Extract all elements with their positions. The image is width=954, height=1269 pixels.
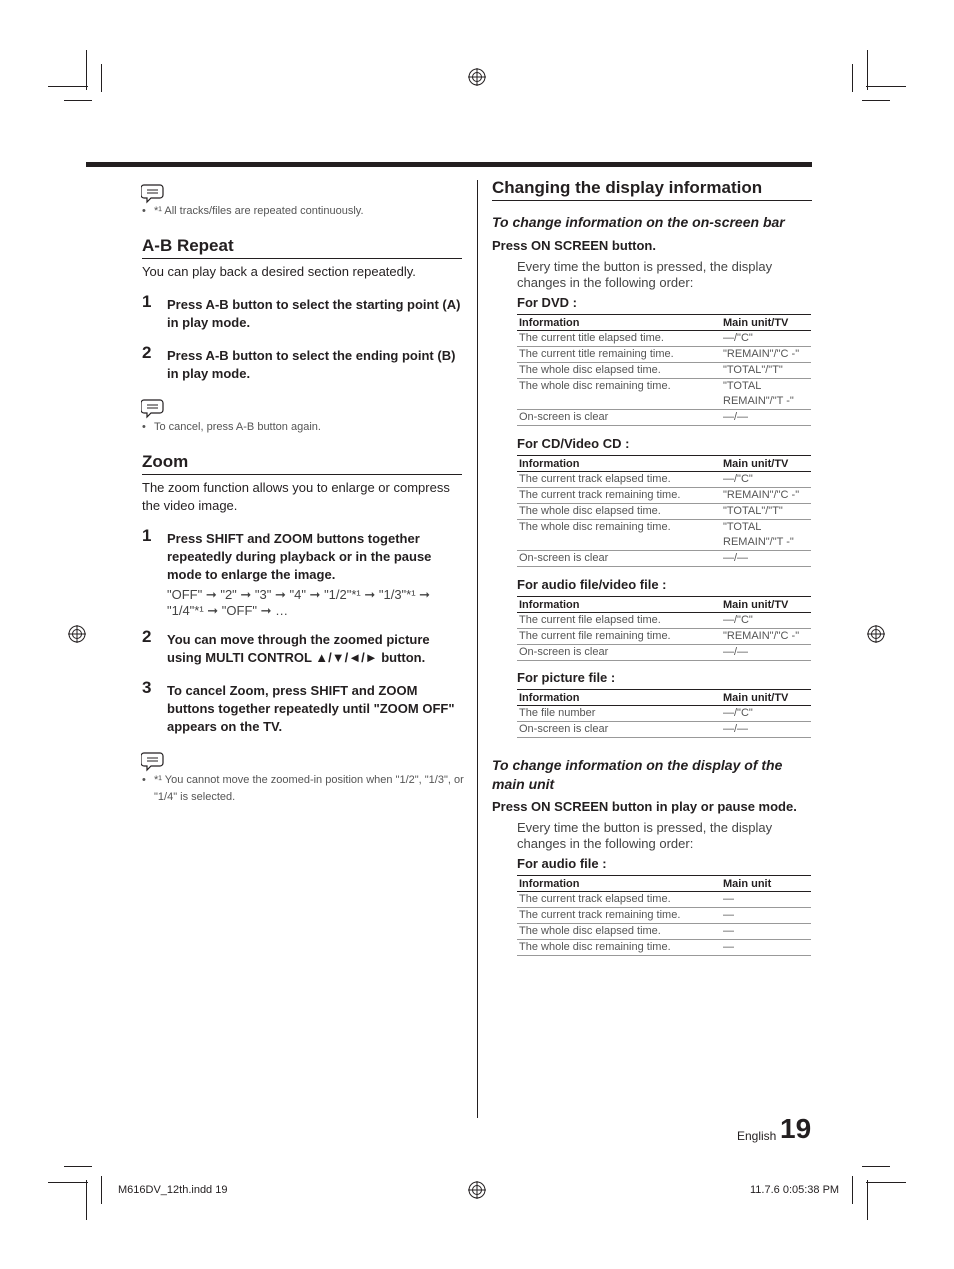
crop-mark <box>852 1176 853 1204</box>
onscreen-desc: Every time the button is pressed, the display changes in the following order: <box>517 259 773 290</box>
table-cell: The whole disc elapsed time. <box>517 363 721 379</box>
table-row <box>517 551 811 567</box>
header-rule <box>86 162 812 167</box>
table-cell: The current file elapsed time. <box>517 613 721 629</box>
file-name: M616DV_12th.indd 19 <box>118 1184 228 1196</box>
display-info-title: Changing the display information <box>492 178 812 201</box>
dvd-label: For DVD : <box>517 295 577 310</box>
table-cell: The whole disc elapsed time. <box>517 504 721 520</box>
table-cell: "REMAIN"/"C -" <box>721 488 811 504</box>
mainunit-heading: To change information on the display of the main unit <box>492 757 783 792</box>
crop-mark <box>86 50 87 90</box>
picture-label: For picture file : <box>517 670 616 685</box>
crop-mark <box>867 50 868 90</box>
crop-mark <box>867 1180 868 1220</box>
column-divider <box>477 180 478 1118</box>
ab-repeat-title: A-B Repeat <box>142 236 462 259</box>
table-cell: "TOTAL"/"T" <box>721 504 811 520</box>
crop-mark <box>64 100 92 101</box>
table-row <box>517 488 811 504</box>
table-cell: On-screen is clear <box>517 410 721 426</box>
onscreen-heading: To change information on the on-screen bar <box>492 214 785 230</box>
page-number: 19 <box>780 1113 812 1144</box>
table-cell: On-screen is clear <box>517 645 721 661</box>
table-header-row <box>517 456 811 472</box>
note-zoom: • *¹ You cannot move the zoomed-in position when "1/2", "1/3", or "1/4" is selected. <box>142 774 464 803</box>
dvd-table <box>517 314 811 426</box>
table-cell: The whole disc elapsed time. <box>517 924 721 940</box>
crop-mark <box>48 1182 88 1183</box>
table-row <box>517 504 811 520</box>
table-row <box>517 331 811 347</box>
table-row <box>517 924 811 940</box>
table-cell: The current title elapsed time. <box>517 331 721 347</box>
crop-mark <box>866 86 906 87</box>
table-row <box>517 363 811 379</box>
zoom-sequence: "OFF" ➞ "2" ➞ "3" ➞ "4" ➞ "1/2"*¹ ➞ "1/3"*¹ ➞ "1/4"*¹ ➞ "OFF" ➞ … <box>167 587 431 618</box>
audio-video-table <box>517 596 811 661</box>
table-cell: —/"C" <box>721 331 811 347</box>
table-cell: The current track elapsed time. <box>517 892 721 908</box>
table-cell: "TOTAL REMAIN"/"T -" <box>721 379 811 410</box>
step-number: 1 <box>142 292 152 311</box>
table-cell: The whole disc remaining time. <box>517 379 721 410</box>
step-text: Press A-B button to select the ending point (B) in play mode. <box>167 348 456 381</box>
crop-mark <box>64 1166 92 1167</box>
onscreen-instruction: Press ON SCREEN button. <box>492 238 656 253</box>
step-number: 1 <box>142 526 152 545</box>
table-cell: —/— <box>721 410 811 426</box>
col-main-tv: Main unit/TV <box>721 690 811 706</box>
table-cell: The file number <box>517 706 721 722</box>
table-row <box>517 629 811 645</box>
table-cell: — <box>721 908 811 924</box>
table-cell: —/"C" <box>721 472 811 488</box>
registration-mark-icon <box>867 625 885 643</box>
step-number: 3 <box>142 678 152 697</box>
crop-mark <box>86 1180 87 1220</box>
table-cell: On-screen is clear <box>517 722 721 738</box>
note-ab-cancel: • To cancel, press A-B button again. <box>142 421 321 433</box>
table-cell: The whole disc remaining time. <box>517 520 721 551</box>
col-main-tv: Main unit/TV <box>721 456 811 472</box>
table-cell: On-screen is clear <box>517 551 721 567</box>
table-cell: — <box>721 940 811 956</box>
note-repeat: • *¹ All tracks/files are repeated continuously. <box>142 205 364 217</box>
registration-mark-icon <box>468 68 486 86</box>
table-header-row <box>517 876 811 892</box>
crop-mark <box>862 100 890 101</box>
step-text: Press A-B button to select the starting point (A) in play mode. <box>167 297 461 330</box>
table-cell: —/— <box>721 551 811 567</box>
note-icon <box>141 750 165 772</box>
crop-mark <box>101 1176 102 1204</box>
table-row <box>517 472 811 488</box>
ab-repeat-intro: You can play back a desired section repeatedly. <box>142 264 416 279</box>
crop-mark <box>862 1166 890 1167</box>
crop-mark <box>852 64 853 92</box>
picture-table <box>517 689 811 738</box>
step-number: 2 <box>142 627 152 646</box>
col-information: Information <box>517 876 721 892</box>
language-label: English <box>737 1129 777 1143</box>
col-information: Information <box>517 690 721 706</box>
table-cell: —/"C" <box>721 706 811 722</box>
print-timestamp: 11.7.6 0:05:38 PM <box>750 1184 840 1196</box>
step-text: You can move through the zoomed picture using MULTI CONTROL ▲/▼/◄/► button. <box>167 632 430 665</box>
table-cell: The current track remaining time. <box>517 488 721 504</box>
table-row <box>517 706 811 722</box>
table-row <box>517 379 811 410</box>
step-text: To cancel Zoom, press SHIFT and ZOOM buttons together repeatedly until "ZOOM OFF" appears on the TV. <box>167 683 455 734</box>
table-cell: —/— <box>721 722 811 738</box>
table-cell: The whole disc remaining time. <box>517 940 721 956</box>
table-cell: —/— <box>721 645 811 661</box>
table-cell: "REMAIN"/"C -" <box>721 347 811 363</box>
table-cell: The current file remaining time. <box>517 629 721 645</box>
audio-video-label: For audio file/video file : <box>517 577 667 592</box>
table-row <box>517 347 811 363</box>
table-cell: The current title remaining time. <box>517 347 721 363</box>
table-cell: The current track elapsed time. <box>517 472 721 488</box>
cd-label: For CD/Video CD : <box>517 436 630 451</box>
table-row <box>517 892 811 908</box>
zoom-intro: The zoom function allows you to enlarge or compress the video image. <box>142 480 450 513</box>
table-cell: "TOTAL"/"T" <box>721 363 811 379</box>
table-row <box>517 645 811 661</box>
table-row <box>517 520 811 551</box>
col-information: Information <box>517 315 721 331</box>
note-icon <box>141 397 165 419</box>
table-row <box>517 613 811 629</box>
crop-mark <box>48 86 88 87</box>
registration-mark-icon <box>68 625 86 643</box>
crop-mark <box>866 1182 906 1183</box>
table-cell: The current track remaining time. <box>517 908 721 924</box>
table-header-row <box>517 690 811 706</box>
table-cell: — <box>721 892 811 908</box>
table-header-row <box>517 597 811 613</box>
mainunit-desc: Every time the button is pressed, the display changes in the following order: <box>517 820 773 851</box>
mainunit-table <box>517 875 811 956</box>
table-row <box>517 908 811 924</box>
table-row <box>517 722 811 738</box>
table-cell: —/"C" <box>721 613 811 629</box>
table-cell: "TOTAL REMAIN"/"T -" <box>721 520 811 551</box>
zoom-title: Zoom <box>142 452 462 475</box>
col-information: Information <box>517 456 721 472</box>
table-cell: — <box>721 924 811 940</box>
col-main-tv: Main unit/TV <box>721 315 811 331</box>
audio-file-label: For audio file : <box>517 856 607 871</box>
mainunit-instruction: Press ON SCREEN button in play or pause mode. <box>492 799 797 814</box>
table-header-row <box>517 315 811 331</box>
step-text: Press SHIFT and ZOOM buttons together repeatedly during playback or in the pause mode to enlarge the image. <box>167 531 432 582</box>
col-information: Information <box>517 597 721 613</box>
col-main-tv: Main unit/TV <box>721 597 811 613</box>
crop-mark <box>101 64 102 92</box>
col-main-unit: Main unit <box>721 876 811 892</box>
table-row <box>517 940 811 956</box>
note-icon <box>141 182 165 204</box>
step-number: 2 <box>142 343 152 362</box>
table-row <box>517 410 811 426</box>
registration-mark-icon <box>468 1181 486 1199</box>
cd-table <box>517 455 811 567</box>
table-cell: "REMAIN"/"C -" <box>721 629 811 645</box>
